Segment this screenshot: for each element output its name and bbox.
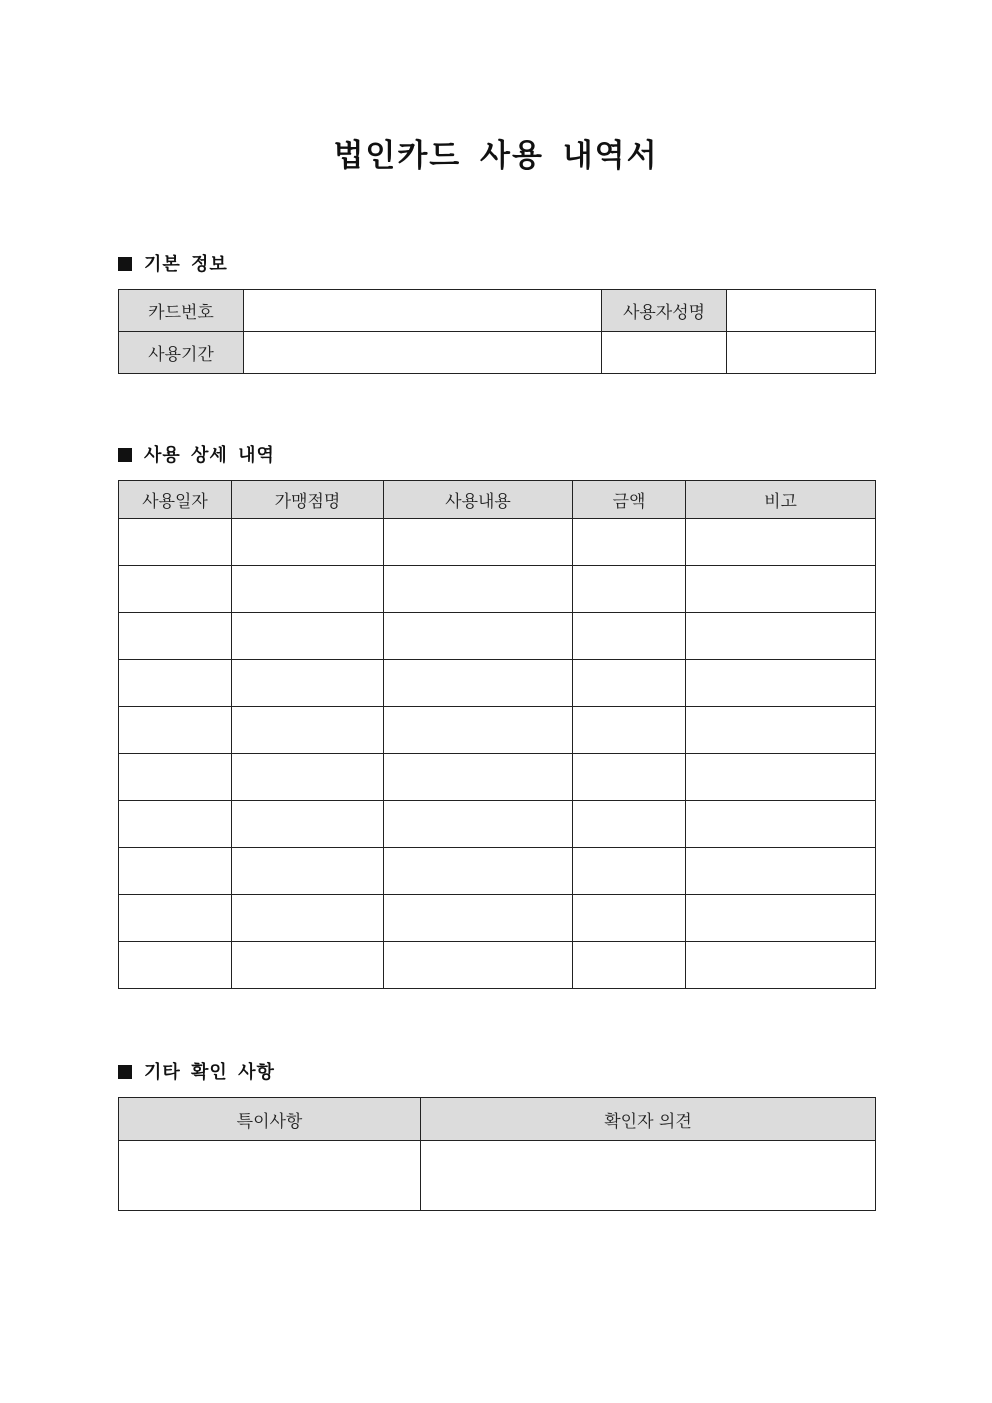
- column-header-amount: 금액: [573, 481, 686, 519]
- square-bullet-icon: [118, 448, 132, 462]
- remarks-cell[interactable]: [686, 660, 876, 707]
- user-name-field[interactable]: [727, 290, 876, 332]
- description-cell[interactable]: [384, 942, 573, 989]
- other-check-table: [118, 1097, 876, 1211]
- section-heading-label: 기타 확인 사항: [144, 1062, 275, 1083]
- table-row: [119, 332, 876, 374]
- table-row: [119, 1141, 876, 1211]
- merchant-cell[interactable]: [232, 754, 384, 801]
- table-header-row: [119, 1098, 876, 1141]
- remarks-cell[interactable]: [686, 754, 876, 801]
- description-cell[interactable]: [384, 801, 573, 848]
- remarks-cell[interactable]: [686, 613, 876, 660]
- table-row: [119, 942, 876, 989]
- blank-value-cell[interactable]: [727, 332, 876, 374]
- usage-detail-table: [118, 480, 876, 989]
- amount-cell[interactable]: [573, 707, 686, 754]
- description-cell[interactable]: [384, 754, 573, 801]
- date-cell[interactable]: [119, 848, 232, 895]
- remarks-cell[interactable]: [686, 801, 876, 848]
- table-row: [119, 848, 876, 895]
- amount-cell[interactable]: [573, 848, 686, 895]
- user-name-label: 사용자성명: [602, 290, 727, 332]
- merchant-cell[interactable]: [232, 519, 384, 566]
- date-cell[interactable]: [119, 754, 232, 801]
- square-bullet-icon: [118, 257, 132, 271]
- column-header-reviewer-opinion: 확인자 의견: [421, 1098, 876, 1141]
- section-heading-label: 사용 상세 내역: [144, 445, 275, 466]
- remarks-cell[interactable]: [686, 566, 876, 613]
- section-heading-other-check: [118, 1060, 275, 1086]
- description-cell[interactable]: [384, 707, 573, 754]
- merchant-cell[interactable]: [232, 942, 384, 989]
- table-header-row: [119, 481, 876, 519]
- table-row: [119, 566, 876, 613]
- remarks-cell[interactable]: [686, 707, 876, 754]
- remarks-cell[interactable]: [686, 848, 876, 895]
- column-header-date: 사용일자: [119, 481, 232, 519]
- amount-cell[interactable]: [573, 754, 686, 801]
- page-title: 법인카드 사용 내역서: [333, 138, 659, 174]
- basic-info-table: [118, 289, 876, 374]
- column-header-merchant: 가맹점명: [232, 481, 384, 519]
- table-row: [119, 801, 876, 848]
- description-cell[interactable]: [384, 848, 573, 895]
- table-row: [119, 519, 876, 566]
- date-cell[interactable]: [119, 895, 232, 942]
- table-row: [119, 660, 876, 707]
- table-row: [119, 707, 876, 754]
- merchant-cell[interactable]: [232, 895, 384, 942]
- blank-label-cell[interactable]: [602, 332, 727, 374]
- usage-period-field[interactable]: [244, 332, 602, 374]
- table-row: [119, 895, 876, 942]
- amount-cell[interactable]: [573, 895, 686, 942]
- date-cell[interactable]: [119, 707, 232, 754]
- date-cell[interactable]: [119, 519, 232, 566]
- column-header-special-notes: 특이사항: [119, 1098, 421, 1141]
- description-cell[interactable]: [384, 613, 573, 660]
- merchant-cell[interactable]: [232, 801, 384, 848]
- date-cell[interactable]: [119, 613, 232, 660]
- table-row: [119, 290, 876, 332]
- reviewer-opinion-field[interactable]: [421, 1141, 876, 1211]
- table-row: [119, 613, 876, 660]
- amount-cell[interactable]: [573, 660, 686, 707]
- description-cell[interactable]: [384, 660, 573, 707]
- remarks-cell[interactable]: [686, 895, 876, 942]
- table-row: [119, 754, 876, 801]
- section-heading-basic-info: [118, 252, 228, 278]
- remarks-cell[interactable]: [686, 942, 876, 989]
- date-cell[interactable]: [119, 566, 232, 613]
- amount-cell[interactable]: [573, 801, 686, 848]
- card-number-label: 카드번호: [119, 290, 244, 332]
- merchant-cell[interactable]: [232, 660, 384, 707]
- card-number-field[interactable]: [244, 290, 602, 332]
- description-cell[interactable]: [384, 895, 573, 942]
- special-notes-field[interactable]: [119, 1141, 421, 1211]
- usage-detail-body: [119, 519, 876, 989]
- column-header-remarks: 비고: [686, 481, 876, 519]
- date-cell[interactable]: [119, 942, 232, 989]
- description-cell[interactable]: [384, 519, 573, 566]
- merchant-cell[interactable]: [232, 613, 384, 660]
- date-cell[interactable]: [119, 801, 232, 848]
- usage-period-label: 사용기간: [119, 332, 244, 374]
- merchant-cell[interactable]: [232, 566, 384, 613]
- remarks-cell[interactable]: [686, 519, 876, 566]
- section-heading-label: 기본 정보: [144, 254, 228, 275]
- merchant-cell[interactable]: [232, 848, 384, 895]
- description-cell[interactable]: [384, 566, 573, 613]
- column-header-description: 사용내용: [384, 481, 573, 519]
- section-heading-usage-detail: [118, 443, 275, 469]
- amount-cell[interactable]: [573, 519, 686, 566]
- amount-cell[interactable]: [573, 942, 686, 989]
- square-bullet-icon: [118, 1065, 132, 1079]
- date-cell[interactable]: [119, 660, 232, 707]
- amount-cell[interactable]: [573, 613, 686, 660]
- merchant-cell[interactable]: [232, 707, 384, 754]
- amount-cell[interactable]: [573, 566, 686, 613]
